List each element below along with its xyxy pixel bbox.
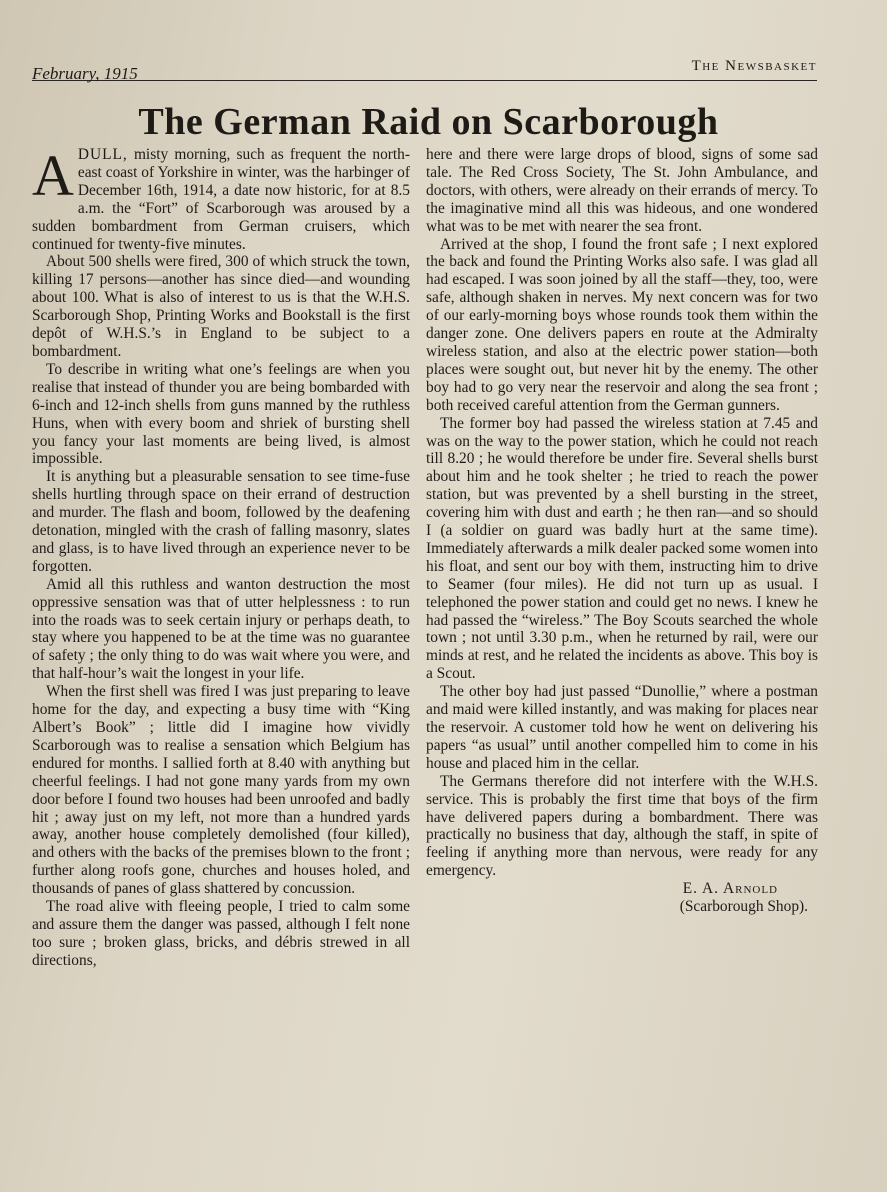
paragraph-text: misty morning, such as frequent the north-east coast of Yorkshire in winter, was the harbinger of December 16th, 1914, a date now historic, for at 8.5 a.m. the “Fort” of Scarborough was aroused by a sudden bombardment from German cruisers, which continued for twenty-five minutes.: [32, 146, 410, 253]
paragraph: The road alive with fleeing people, I tried to calm some and assure them the danger was passed, although I felt none too sure ; broken glass, bricks, and débris strewed in all directions,: [32, 898, 410, 969]
paragraph: To describe in writing what one’s feelings are when you realise that instead of thunder you are being bombarded with 6-inch and 12-inch shells from guns manned by the ruthless Huns, when with every boom and shriek of bursting shell you fancy your last moments are being lived, is almost impossible.: [32, 360, 410, 468]
issue-date: February, 1915: [32, 64, 138, 83]
paragraph: It is anything but a pleasurable sensation to see time-fuse shells hurtling through space on their errand of destruction and murder. The flash and boom, followed by the deafening detonation, mingled with the crash of falling masonry, slates and glass, is to have lived through an experience never to be forgotten.: [32, 468, 410, 575]
paragraph: here and there were large drops of blood, signs of some sad tale. The Red Cross Society, The St. John Ambulance, and doctors, with others, were already on their errands of mercy. To the imaginative mind all this was hideous, and one wondered what was to be met with nearer the sea front.: [426, 146, 818, 235]
paragraph: The former boy had passed the wireless station at 7.45 and was on the way to the power station, which he could not reach till 8.20 ; he would therefore be under fire. Several shells burst about him and he took shelter ; he tried to reach the power station, but was prevented by a shell bursting in the street, covering him with dust and earth ; he then ran—and so should I (a soldier on guard was badly hurt at the same time). Immediately afterwards a milk dealer packed some women into his float, and sent our boy with them, instructing him to drive to Seamer (four miles). He did not turn up as usual. I telephoned the power station and could get no news. I knew he had passed the “wireless.” The Boy Scouts searched the whole town ; not until 3.30 p.m., when he returned by rail, were our minds at rest, and he related the incidents as above. This boy is a Scout.: [426, 414, 818, 683]
paragraph: [32, 143, 410, 253]
paragraph: The Germans therefore did not interfere with the W.H.S. service. This is probably the first time that boys of the firm have delivered papers during a bombardment. There was practically no business that day, although the staff, in spite of feeling if anything more than nervous, were ready for any emergency.: [426, 772, 818, 880]
left-column: [32, 143, 410, 970]
paragraph: About 500 shells were fired, 300 of which struck the town, killing 17 persons—another has since died—and wounding about 100. What is also of interest to us is that the W.H.S. Scarborough Shop, Printing Works and Bookstall is the first depôt of W.H.S.’s in England to be subject to a bombardment.: [32, 253, 410, 360]
paragraph: Amid all this ruthless and wanton destruction the most oppressive sensation was that of utter helplessness : to run into the roads was to seek certain injury or perhaps death, to stay where you happened to be at the time was no guarantee of safety ; the only thing to do was wait where you were, and that half-hour’s wait the longest in your life.: [32, 575, 410, 683]
right-column: [426, 146, 818, 916]
paragraph: The other boy had just passed “Dunollie,” where a postman and maid were killed instantly, and was making for places near the reservoir. A customer told how he went on delivering his papers “as usual” until another compelled him to come in his house and placed him in the cellar.: [426, 683, 818, 772]
magazine-name: The Newsbasket: [691, 58, 817, 74]
running-header: [32, 56, 817, 81]
author-signature: E. A. Arnold: [682, 880, 778, 898]
drop-cap: A: [32, 143, 74, 208]
paragraph: Arrived at the shop, I found the front safe ; I next explored the back and found the Printing Works also safe. I was glad all had escaped. I was soon joined by all the staff—they, too, were safe, although shaken in nerves. My next concern was for two of our early-morning boys whose rounds took them within the danger zone. One delivers papers en route at the Admiralty wireless station, and also at the electric power station—both places were sought out, but never hit by the enemy. The other boy had to go very near the reservoir and along the sea front ; both received careful attention from the German gunners.: [426, 235, 818, 414]
paragraph: When the first shell was fired I was just preparing to leave home for the day, and expecting a busy time with “King Albert’s Book” ; little did I imagine how vividly Scarborough was to realise a sensation which Belgium has endured for months. I sallied forth at 8.40 with anything but cheerful feelings. I had not gone many yards from my own door before I found two houses had been unroofed and badly hit ; away just on my left, not more than a hundred yards away, another house completely demolished (four killed), and others with the backs of the premises blown to the front ; further along roofs gone, churches and houses holed, and thousands of panes of glass shattered by concussion.: [32, 683, 410, 898]
author-affiliation: (Scarborough Shop).: [679, 898, 808, 916]
lead-word: DULL,: [77, 146, 128, 163]
article-title: The German Raid on Scarborough: [138, 101, 719, 143]
